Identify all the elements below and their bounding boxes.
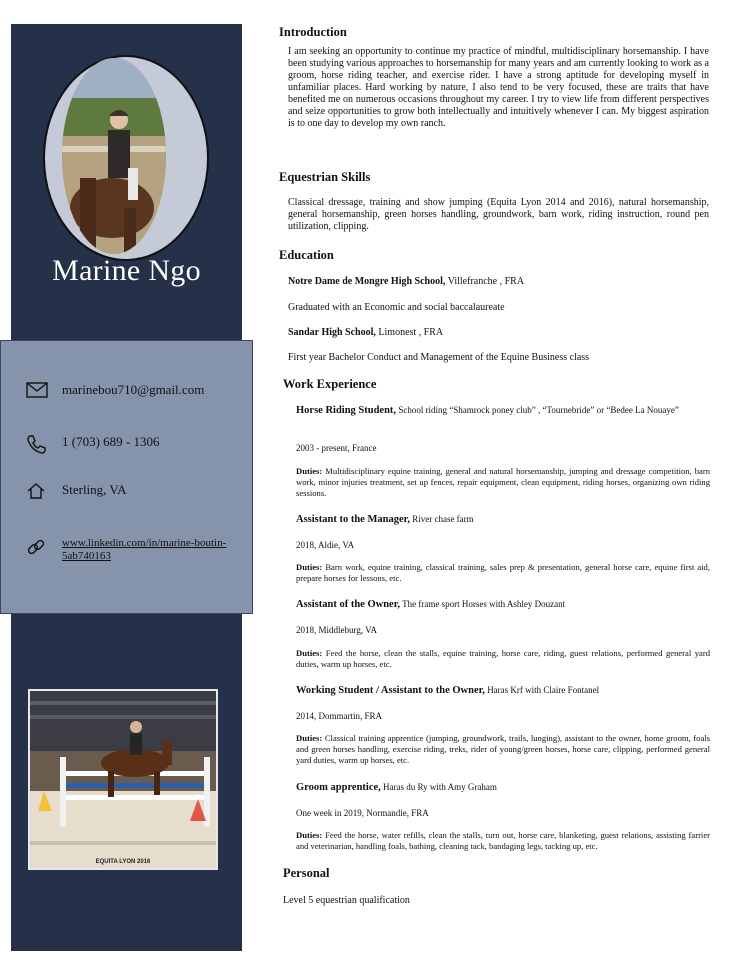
skills-text: Classical dressage, training and show jumping (Equita Lyon 2014 and 2016), natural horsemanship, general horsemanship, green horses handling, groundwork, barn work, riding instruction, round pen utilization, clipping. [288,197,709,232]
location-row [26,482,127,502]
job-date: 2014, Dommartin, FRA [296,711,383,721]
education-item: Sandar High School, Limonest , FRA [288,327,444,338]
email-row [26,382,204,402]
job-header: Assistant to the Manager, River chase farm [296,514,474,525]
skills-title: Equestrian Skills [279,170,371,184]
personal-title: Personal [283,866,330,880]
photo-banner-text: EQUITA LYON 2016 [95,859,151,865]
personal-text: Level 5 equestrian qualification [283,895,410,906]
job-date: 2003 - present, France [296,443,377,453]
location-text: Sterling, VA [62,482,127,497]
home-icon [26,482,50,502]
job-header: Groom apprentice, Haras du Ry with Amy Graham [296,782,497,793]
education-detail: Graduated with an Economic and social baccalaureate [288,302,505,313]
education-title: Education [279,248,334,262]
envelope-icon [26,382,50,402]
profile-photo [62,58,166,254]
job-duties: Duties: Barn work, equine training, classical training, sales prep & presentation, general horse care, equine first aid, prepare horses for lessons, etc. [296,562,710,583]
job-duties: Duties: Feed the horse, clean the stalls, equine training, horse care, riding, guest relations, performed general yard duties, warm up horses, etc. [296,648,710,669]
job-date: One week in 2019, Normandie, FRA [296,808,429,818]
job-header: Working Student / Assistant to the Owner, Haras Krf with Claire Fontanel [296,685,600,696]
phone-text[interactable]: 1 (703) 689 - 1306 [62,434,160,449]
job-header: Horse Riding Student, School riding “Shamrock poney club” , “Tournebride” or “Bedee La Nouaye” [296,405,679,416]
job-date: 2018, Aldie, VA [296,540,355,550]
job-header: Assistant of the Owner, The frame sport Horses with Ashley Douzant [296,599,566,610]
linkedin-link[interactable]: www.linkedin.com/in/marine-boutin- 5ab740163 [62,537,227,562]
linkedin-row [26,537,242,563]
job-duties: Duties: Multidisciplinary equine training, general and natural horsemanship, jumping and dressage competition, barn work, minor injuries treatment, set up fences, repair equipment, clean equipment, riding horses, organizing own riding sessions. [296,466,710,498]
phone-row [26,434,160,454]
email-text[interactable]: marinebou710@gmail.com [62,382,205,397]
job-duties: Duties: Classical training apprentice (jumping, groundwork, trails, lunging), assistant to the owner, home groom, foals and green horses handling, exercise riding, treks, rider of young/green horses, horse care, clipping, performed general yard duties, warm up horses, etc. [296,733,710,765]
introduction-title: Introduction [279,25,347,39]
education-item: Notre Dame de Mongre High School, Villefranche , FRA [288,276,525,287]
candidate-name: Marine Ngo [52,254,201,287]
link-icon [26,537,50,557]
experience-title: Work Experience [283,377,377,391]
phone-icon [26,434,50,454]
introduction-text: I am seeking an opportunity to continue my practice of mindful, multidisciplinary horsemanship. I have been studying various approaches to horsemanship for many years and am currently looking to work as a groom, horse riding teacher, and exercise rider. I have a strong aptitude for developing myself in unfamiliar places. Hard working by nature, I also tend to be very focused, these are traits that have benefited me on numerous occasions throughout my career. I try to view life from different perspectives and seize opportunities to grow both intellectually and intuitively whenever I can. My biggest aspiration is to one day to develop my own ranch. [288,46,709,129]
job-date: 2018, Middleburg, VA [296,625,378,635]
education-detail: First year Bachelor Conduct and Management of the Equine Business class [288,352,590,363]
show-jumping-photo [28,689,218,870]
job-duties: Duties: Feed the horse, water refills, clean the stalls, turn out, horse care, blanketing, guest relations, assisting farrier and veterinarian, handling foals, bathing, cleaning tack, bandaging legs, tacking up, etc. [296,830,710,851]
